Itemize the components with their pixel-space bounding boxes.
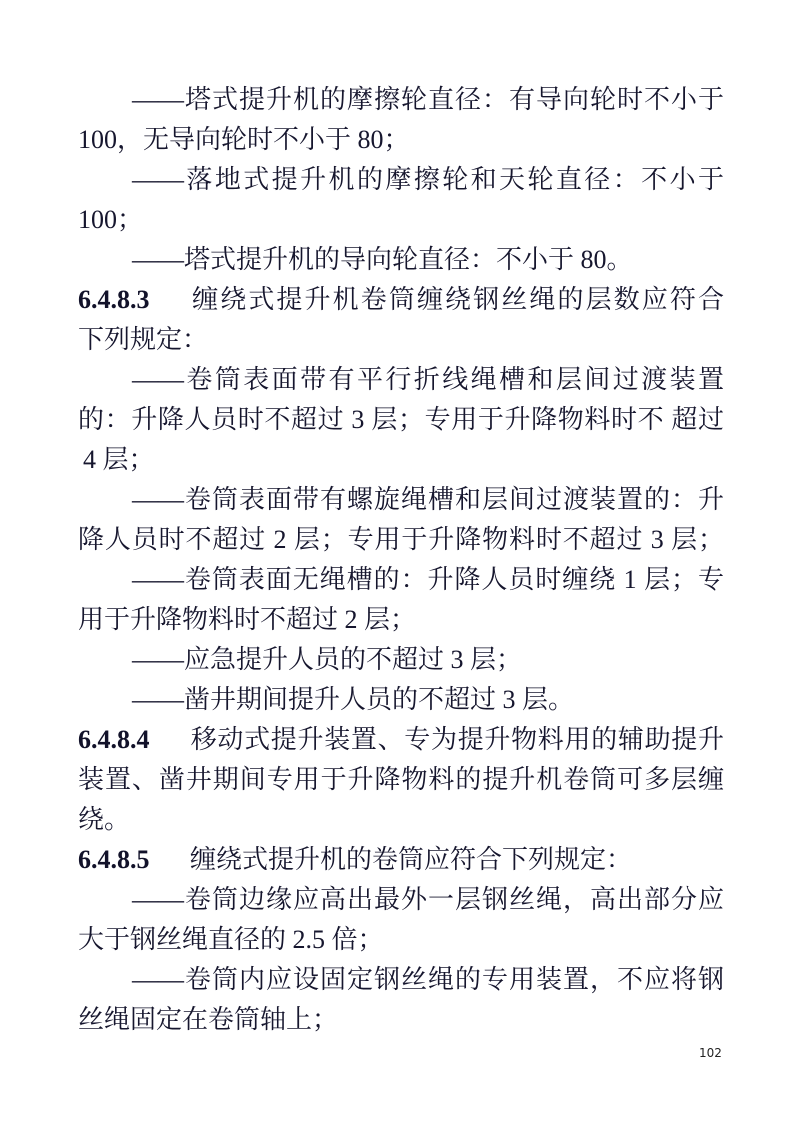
text-line	[78, 80, 724, 120]
text-line	[78, 360, 724, 400]
text-line	[78, 1000, 724, 1040]
line-text: 缠绕式提升机的卷筒应符合下列规定：	[190, 845, 633, 874]
line-text: ——卷筒内应设固定钢丝绳的专用装置，不应将钢	[132, 965, 724, 994]
text-line	[78, 520, 724, 560]
line-text: 4 层；	[83, 445, 155, 474]
line-text: 装置、凿井期间专用于升降物料的提升机卷筒可多层缠	[78, 765, 724, 794]
text-line	[78, 160, 724, 200]
text-line	[78, 920, 724, 960]
line-text: 100；	[78, 205, 144, 234]
section-number: 6.4.8.3	[78, 285, 150, 314]
line-text: 移动式提升装置、专为提升物料用的辅助提升	[190, 725, 724, 754]
text-line	[78, 600, 724, 640]
section-number: 6.4.8.5	[78, 845, 150, 874]
line-text: 的：升降人员时不超过 3 层；专用于升降物料时不 超过	[78, 405, 724, 434]
line-text: 大于钢丝绳直径的 2.5 倍；	[78, 925, 384, 954]
page-number: 102	[699, 1046, 722, 1060]
text-line	[78, 560, 724, 600]
line-text: 丝绳固定在卷筒轴上；	[78, 1005, 339, 1034]
text-line	[78, 440, 724, 480]
line-text: 绕。	[78, 805, 131, 834]
line-text: ——卷筒表面带有螺旋绳槽和层间过渡装置的：升	[132, 485, 724, 514]
text-line	[78, 680, 724, 720]
text-line	[78, 640, 724, 680]
line-text: 降人员时不超过 2 层；专用于升降物料时不超过 3 层；	[78, 525, 724, 554]
text-line	[78, 400, 724, 440]
line-text: 100，无导向轮时不小于 80；	[78, 125, 410, 154]
text-line	[78, 200, 724, 240]
text-line	[78, 240, 724, 280]
line-text: 用于升降物料时不超过 2 层；	[78, 605, 417, 634]
text-line	[78, 960, 724, 1000]
line-text: ——落地式提升机的摩擦轮和天轮直径：不小于	[132, 165, 724, 194]
section-number: 6.4.8.4	[78, 725, 150, 754]
line-text: 缠绕式提升机卷筒缠绕钢丝绳的层数应符合	[190, 285, 724, 314]
line-text: ——卷筒表面无绳槽的：升降人员时缠绕 1 层；专	[132, 565, 724, 594]
line-text: ——塔式提升机的摩擦轮直径：有导向轮时不小于	[132, 85, 724, 114]
line-text: ——应急提升人员的不超过 3 层；	[132, 645, 523, 674]
text-line	[78, 800, 724, 840]
line-text: ——卷筒边缘应高出最外一层钢丝绳，高出部分应	[132, 885, 724, 914]
document-body	[78, 80, 724, 1040]
text-line	[78, 880, 724, 920]
text-line	[78, 760, 724, 800]
text-line	[78, 320, 724, 360]
line-text: 下列规定：	[78, 325, 209, 354]
text-line	[78, 480, 724, 520]
section-heading-line	[78, 280, 724, 320]
section-heading-line	[78, 840, 724, 880]
line-text: ——凿井期间提升人员的不超过 3 层。	[132, 685, 575, 714]
text-line	[78, 120, 724, 160]
line-text: ——卷筒表面带有平行折线绳槽和层间过渡装置	[132, 365, 724, 394]
line-text: ——塔式提升机的导向轮直径：不小于 80。	[132, 245, 633, 274]
section-heading-line	[78, 720, 724, 760]
